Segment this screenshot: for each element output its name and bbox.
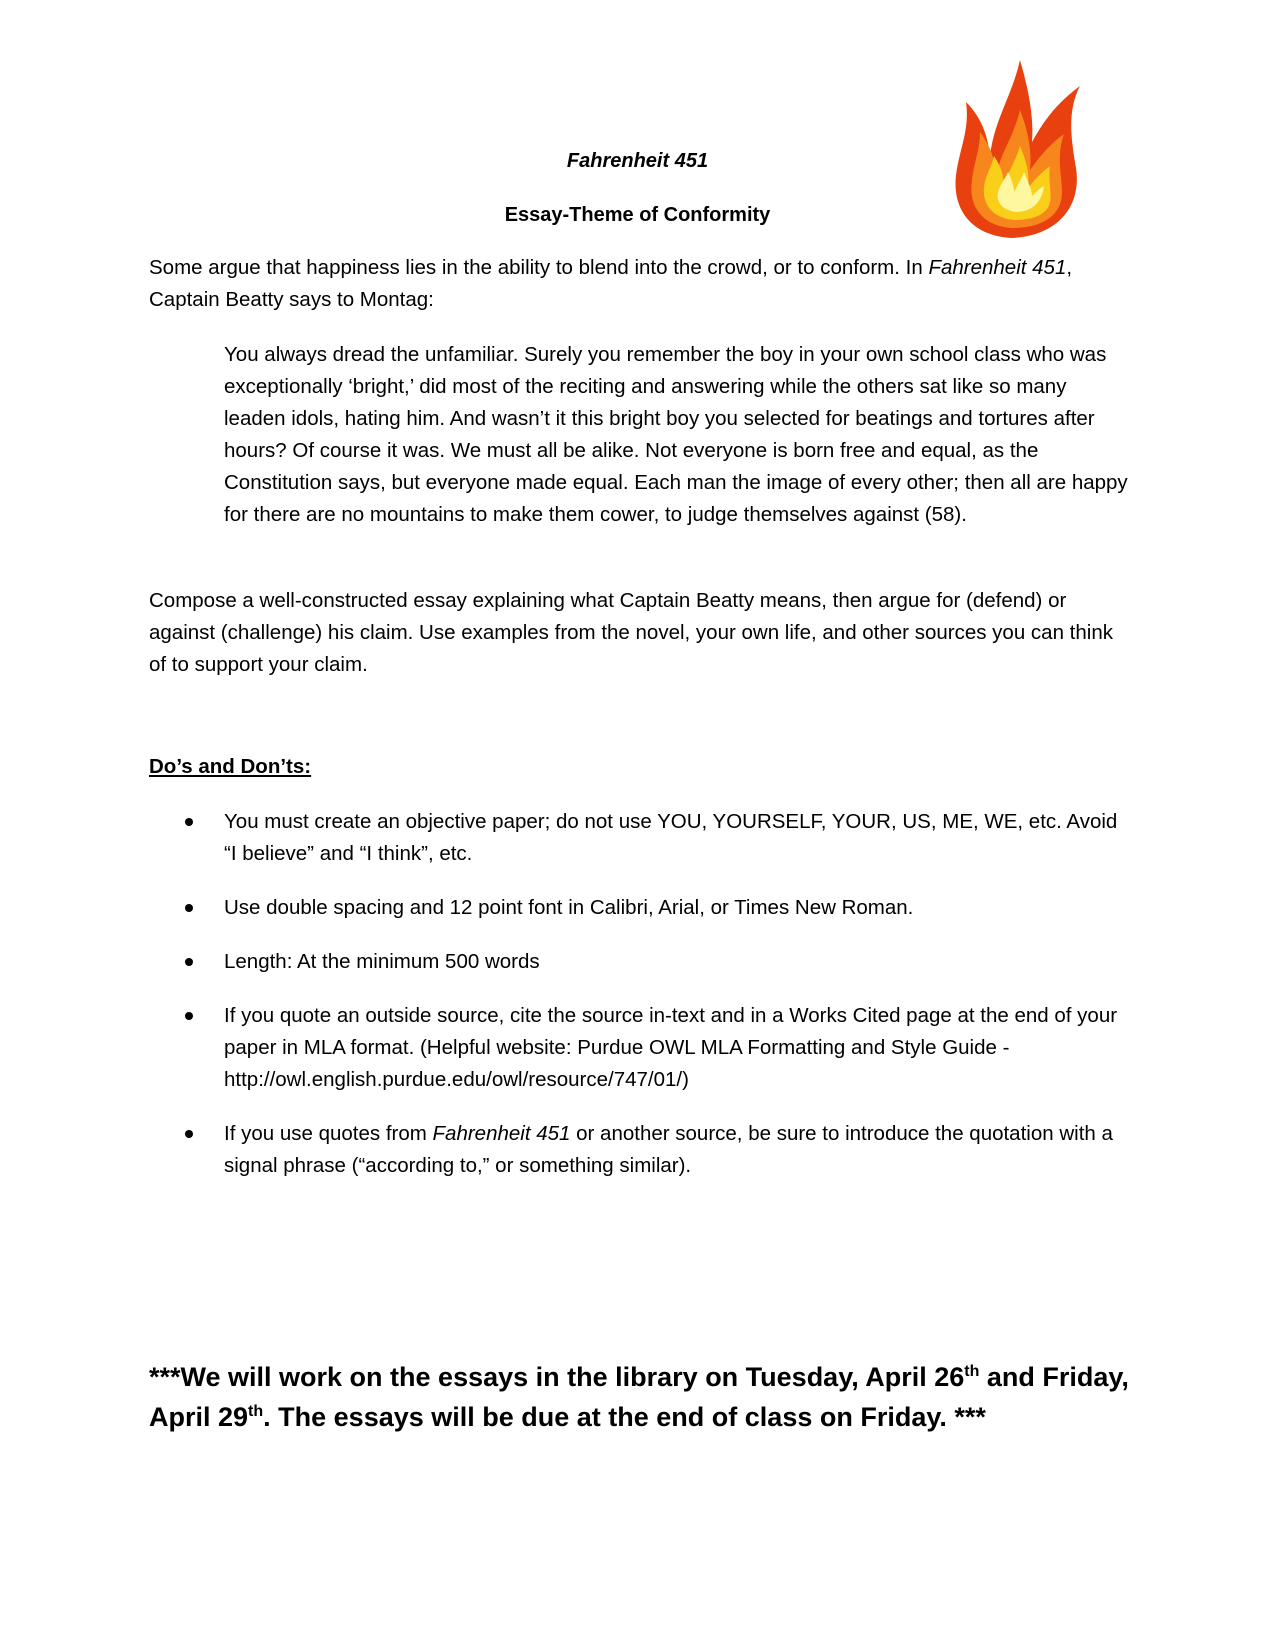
- bullet-icon: [185, 958, 193, 966]
- dos-donts-list: [149, 806, 1129, 1204]
- list-item-text: Use double spacing and 12 point font in Calibri, Arial, or Times New Roman.: [224, 896, 914, 919]
- document-subtitle: Essay-Theme of Conformity: [504, 204, 771, 226]
- list-item-book-title: Fahrenheit 451: [432, 1122, 571, 1145]
- list-item: [149, 946, 1129, 978]
- list-item-text: If you quote an outside source, cite the source in-text and in a Works Cited page at the end of your paper in MLA format. (Helpful website: Purdue OWL MLA Formatting and Style Guide - http://owl.english.purdue.edu/owl/resource/747/01/): [224, 1004, 1118, 1091]
- intro-paragraph: [149, 252, 1129, 316]
- intro-text-2: , Captain Beatty says to Montag:: [149, 256, 1073, 311]
- dos-donts-heading: Do’s and Don’ts:: [149, 755, 312, 778]
- list-item: [149, 892, 1129, 924]
- list-item-text: You must create an objective paper; do not use YOU, YOURSELF, YOUR, US, ME, WE, etc. Avoid “I believe” and “I think”, etc.: [224, 810, 1118, 865]
- notice-text-2: and Friday, April 29: [149, 1362, 1129, 1432]
- bullet-icon: [185, 1012, 193, 1020]
- bullet-icon: [185, 818, 193, 826]
- intro-text-1: Some argue that happiness lies in the ability to blend into the crowd, or to conform. In: [149, 256, 929, 279]
- list-item: [149, 1000, 1129, 1096]
- prompt-paragraph: Compose a well-constructed essay explaining what Captain Beatty means, then argue for (defend) or against (challenge) his claim. Use examples from the novel, your own life, and other sources you can think of to support your claim.: [149, 589, 1113, 676]
- notice-text-1: ***We will work on the essays in the library on Tuesday, April 26: [149, 1362, 965, 1392]
- bullet-icon: [185, 904, 193, 912]
- due-date-notice: [149, 1357, 1129, 1437]
- notice-sup-2: th: [248, 1403, 264, 1420]
- notice-sup-1: th: [964, 1363, 980, 1380]
- block-quote: You always dread the unfamiliar. Surely you remember the boy in your own school class who was exceptionally ‘bright,’ did most of the reciting and answering while the others sat like so many leaden idols, hating him. And wasn’t it this bright boy you selected for beatings and tortures after hours? Of course it was. We must all be alike. Not everyone is born free and equal, as the Constitution says, but everyone made equal. Each man the image of every other; then all are happy for there are no mountains to make them cower, to judge themselves against (58).: [224, 343, 1128, 526]
- list-item-text-1: If you use quotes from: [224, 1122, 433, 1145]
- list-item-text: Length: At the minimum 500 words: [224, 950, 540, 973]
- list-item: [149, 806, 1129, 870]
- bullet-icon: [185, 1130, 193, 1138]
- document-title: Fahrenheit 451: [566, 150, 709, 172]
- notice-text-3: . The essays will be due at the end of class on Friday. ***: [263, 1402, 986, 1432]
- intro-book-title: Fahrenheit 451: [928, 256, 1067, 279]
- list-item-text-2: or another source, be sure to introduce the quotation with a signal phrase (“according to,” or something similar).: [224, 1122, 1113, 1177]
- list-item: [149, 1118, 1129, 1182]
